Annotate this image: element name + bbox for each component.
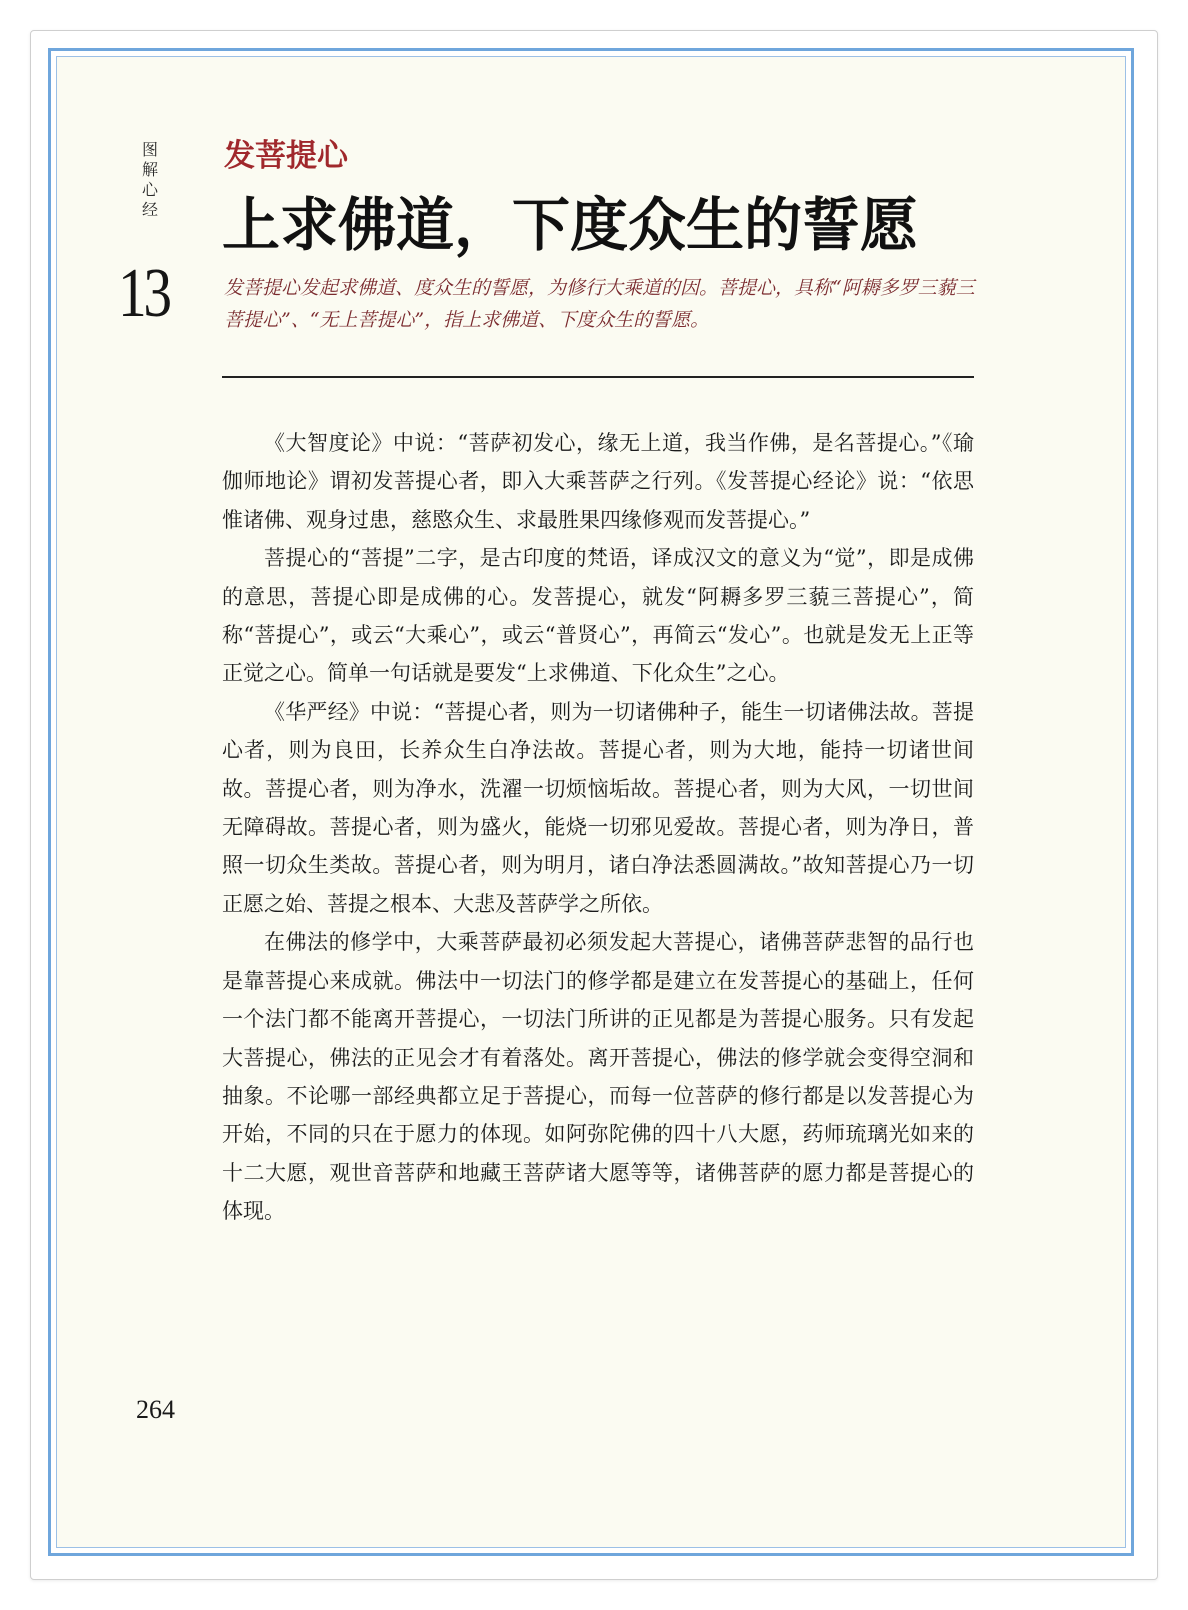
paragraph: 《华严经》中说：“菩提心者，则为一切诸佛种子，能生一切诸佛法故。菩提心者，则为良田，长养众生白净法故。菩提心者，则为大地，能持一切诸世间故。菩提心者，则为净水，洗濯一切烦恼垢故。菩提心者，则为大风，一切世间无障碍故。菩提心者，则为盛火，能烧一切邪见爱故。菩提心者，则为净日，普照一切众生类故。菩提心者，则为明月，诸白净法悉圆满故。”故知菩提心乃一切正愿之始、菩提之根本、大悲及菩萨学之所依。	[222, 699, 974, 916]
paragraph: 《大智度论》中说：“菩萨初发心，缘无上道，我当作佛，是名菩提心。”《瑜伽师地论》谓初发菩提心者，即入大乘菩萨之行列。《发菩提心经论》说：“依思惟诸佛、观身过患，慈愍众生、求最胜果四缘修观而发菩提心。”	[222, 431, 974, 532]
page-number: 264	[136, 1395, 175, 1424]
section-tag: 发菩提心	[224, 138, 348, 174]
body-text	[222, 424, 974, 1231]
chapter-number: 13	[118, 255, 169, 332]
side-label: 图解心经	[141, 140, 158, 219]
divider	[222, 376, 974, 378]
paragraph: 在佛法的修学中，大乘菩萨最初必须发起大菩提心，诸佛菩萨悲智的品行也是靠菩提心来成就。佛法中一切法门的修学都是建立在发菩提心的基础上，任何一个法门都不能离开菩提心，一切法门所讲的正见都是为菩提心服务。只有发起大菩提心，佛法的正见会才有着落处。离开菩提心，佛法的修学就会变得空洞和抽象。不论哪一部经典都立足于菩提心，而每一位菩萨的修行都是以发菩提心为开始，不同的只在于愿力的体现。如阿弥陀佛的四十八大愿，药师琉璃光如来的十二大愿，观世音菩萨和地藏王菩萨诸大愿等等，诸佛菩萨的愿力都是菩提心的体现。	[222, 930, 974, 1224]
paragraph: 菩提心的“菩提”二字，是古印度的梵语，译成汉文的意义为“觉”，即是成佛的意思，菩提心即是成佛的心。发菩提心，就发“阿耨多罗三藐三菩提心”，简称“菩提心”，或云“大乘心”，或云“普贤心”，再简云“发心”。也就是发无上正等正觉之心。简单一句话就是要发“上求佛道、下化众生”之心。	[222, 546, 974, 686]
intro-text: 发菩提心发起求佛道、度众生的誓愿，为修行大乘道的因。菩提心，具称“阿耨多罗三藐三菩提心”、“无上菩提心”，指上求佛道、下度众生的誓愿。	[224, 277, 975, 331]
page-title: 上求佛道，下度众生的誓愿	[222, 191, 919, 259]
